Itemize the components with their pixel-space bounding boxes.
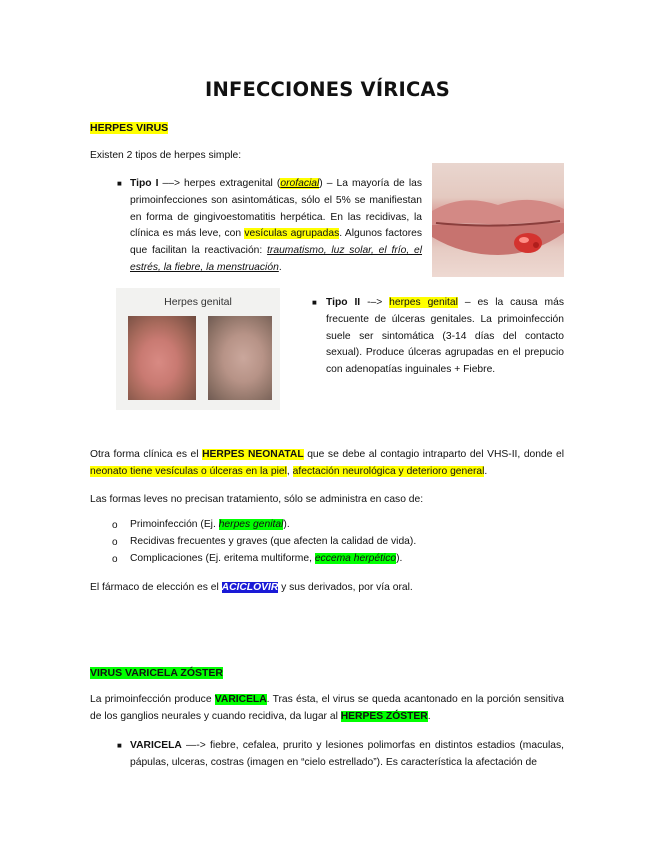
tipo1-paragraph (130, 176, 422, 277)
circle-bullet-icon: o (112, 554, 118, 565)
neonatal-paragraph (90, 447, 564, 481)
tipo2-arrow: -–> (360, 297, 390, 308)
circle-bullet-icon: o (112, 520, 118, 531)
varicela-bullet-text: —-> fiebre, cefalea, prurito y lesiones polimorfas en distintos estadios (maculas, pápulas, ulceras, costras (imagen en “cielo estrellado”). Es característica la afectación de (130, 740, 564, 768)
herpes-genital-caption: Herpes genital (164, 296, 232, 308)
bullet-icon: ■ (312, 298, 317, 307)
bullet-icon: ■ (117, 741, 122, 750)
tipo1-text2: . Algunos factores que facilitan la reactivación: (130, 228, 422, 257)
lips-illustration (432, 163, 564, 277)
tipo1-vesiculas: vesículas agrupadas (244, 228, 340, 240)
circle-bullet-icon: o (112, 537, 118, 548)
caso-3-highlight: eccema herpético (314, 553, 397, 564)
tipo1-end: . (278, 261, 282, 273)
caso-1-post: ). (283, 519, 290, 530)
herpes-zoster-highlight: HERPES ZÓSTER (340, 710, 428, 722)
herpes-genital-photo-2 (208, 316, 272, 400)
varicela-paragraph (90, 692, 564, 726)
tipo1-label: Tipo I (130, 178, 159, 189)
section-heading-varicela (90, 666, 223, 680)
varicela-highlight: VARICELA (214, 694, 267, 705)
varicela-label: VARICELA (130, 740, 182, 751)
neonato-vesiculas: neonato tiene vesículas o úlceras en la piel (90, 465, 287, 477)
tipo2-paragraph (326, 295, 564, 379)
herpes-genital-image (116, 288, 280, 410)
bullet-icon: ■ (117, 179, 122, 188)
tipo1-orofacial: orofacial (280, 178, 320, 189)
varicela-pre: La primoinfección produce (90, 694, 215, 705)
farmaco-post: y sus derivados, por vía oral. (278, 582, 413, 593)
farmaco-paragraph (90, 580, 413, 597)
caso-3 (130, 551, 402, 568)
heading-herpes-virus: HERPES VIRUS (90, 122, 169, 134)
formas-leves: Las formas leves no precisan tratamiento, sólo se administra en caso de: (90, 494, 424, 505)
herpes-genital-photo-1 (128, 316, 196, 400)
farmaco-pre: El fármaco de elección es el (90, 582, 222, 593)
section-heading-herpes (90, 121, 168, 135)
heading-varicela-zoster: VIRUS VARICELA ZÓSTER (90, 667, 224, 679)
caso-3-post: ). (396, 553, 403, 564)
caso-1-highlight: herpes genital (218, 519, 284, 530)
lips-herpes-photo (432, 163, 564, 277)
neonatal-comma: , (286, 465, 293, 477)
tipo2-label: Tipo II (326, 297, 361, 308)
varicela-end: . (427, 710, 431, 722)
herpes-neonatal: HERPES NEONATAL (202, 449, 304, 460)
tipo1-arrow: ––> herpes extragenital ( (158, 178, 281, 189)
caso-2-text: Recidivas frecuentes y graves (que afecten la calidad de vida). (130, 536, 417, 547)
caso-1-pre: Primoinfección (Ej. (130, 519, 219, 530)
varicela-bullet (130, 738, 564, 772)
caso-2 (130, 534, 416, 551)
varicela-mid: . Tras ésta, el virus se queda acantonado en la porción sensitiva de los ganglios neurales y cuando recidiva, da lugar al (90, 694, 564, 722)
aciclovir: ACICLOVIR (221, 582, 279, 593)
neonatal-end: . (484, 465, 488, 477)
neonatal-pre: Otra forma clínica es el (90, 449, 203, 460)
caso-1 (130, 517, 290, 534)
page-title: INFECCIONES VÍRICAS (204, 78, 450, 101)
tipo1-factores: traumatismo, luz solar, el frío, el estrés, la fiebre, la menstruación (130, 245, 423, 273)
tipo1-text: ) – La mayoría de las primoinfecciones son asintomáticas, sólo el 5% se manifiestan en forma de gingivoestomatitis herpética. En las recidivas, la clínica es más leve, con (130, 178, 422, 240)
tipo2-genital: herpes genital (389, 297, 458, 308)
afectacion-neurologica: afectación neurológica y deterioro general (292, 465, 485, 477)
caso-3-pre: Complicaciones (Ej. eritema multiforme, (130, 553, 315, 564)
tipo2-text: – es la causa más frecuente de úlceras genitales. La primoinfección suele ser sintomática (3-14 días del contacto sexual). Produce úlceras agrupadas en el prepucio con adenopatías inguinales + Fiebre. (326, 297, 564, 376)
herpes-intro: Existen 2 tipos de herpes simple: (90, 150, 242, 161)
neonatal-mid: que se debe al contagio intraparto del VHS-II, donde el (303, 449, 564, 460)
